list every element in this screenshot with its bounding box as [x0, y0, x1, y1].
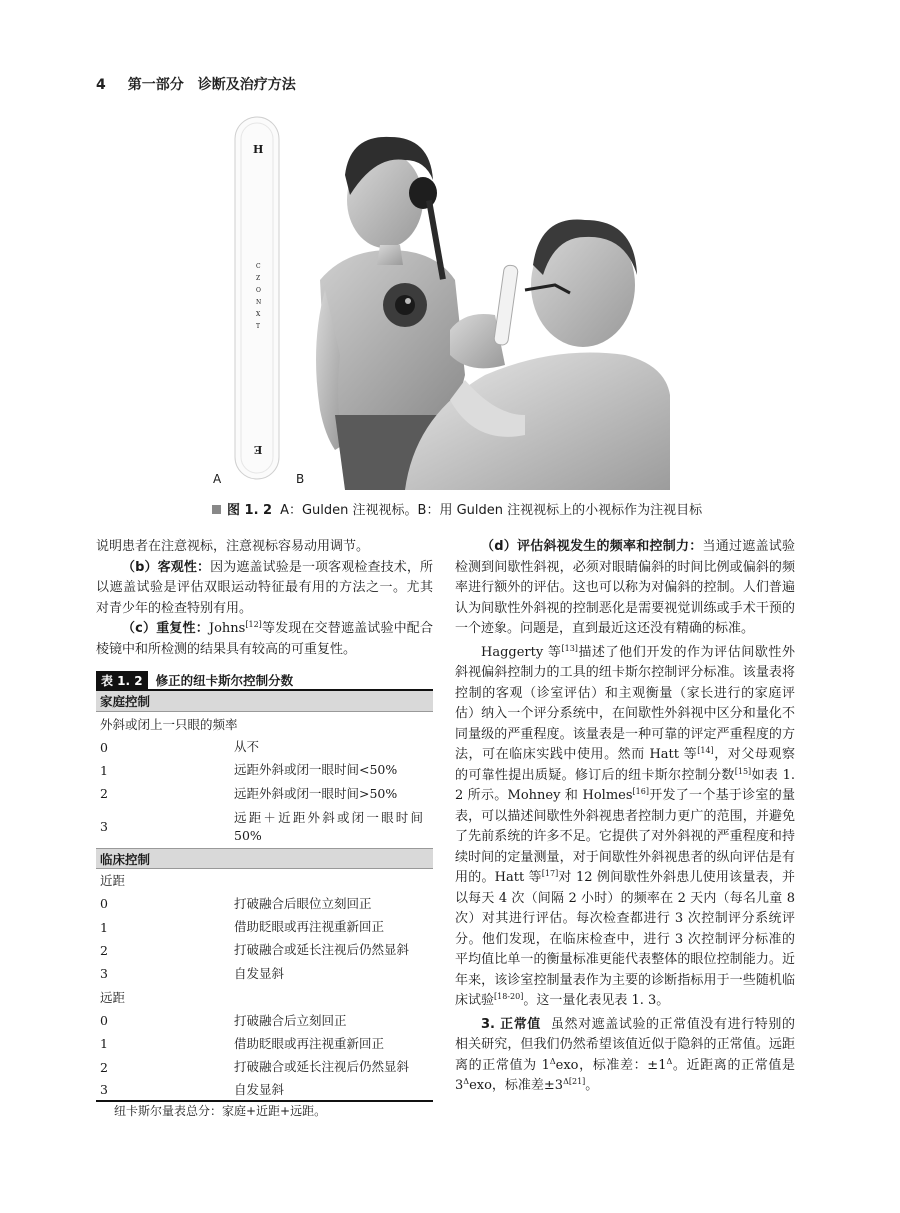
right-column — [455, 537, 795, 1097]
description: 打破融合或延长注视后仍然显斜 — [234, 942, 410, 958]
description: 自发显斜 — [234, 1081, 285, 1097]
caption-text: A：Gulden 注视视标。B：用 Gulden 注视视标上的小视标作为注视目标 — [280, 503, 703, 518]
score: 0 — [100, 739, 108, 755]
score: 2 — [100, 786, 108, 802]
table-row — [96, 712, 433, 735]
score: 1 — [100, 1036, 108, 1052]
table-row — [96, 892, 433, 915]
table-title-bar — [96, 671, 433, 691]
score: 1 — [100, 762, 108, 778]
page-number: 4 — [96, 77, 106, 93]
table-row — [96, 962, 433, 985]
description: 自发显斜 — [234, 965, 285, 981]
description: 远距外斜或闭一眼时间<50% — [234, 762, 398, 778]
table-row — [96, 939, 433, 962]
table-number: 表 1. 2 — [96, 671, 148, 690]
paragraph-text: Haggerty 等 — [481, 644, 562, 660]
table-row — [96, 1032, 433, 1055]
chart-letter: C — [256, 263, 261, 270]
table-section-home: 家庭控制 — [96, 691, 433, 712]
paragraph-text: 对 12 例间歇性外斜患儿使用该量表，并以每天 4 次（间隔 2 小时）的频率在 2 天内（每名儿童 8 次）对其进行评估。每次检查都进行 3 次控制评分系统评分。他们发现，在临床检查中，进行 3 次控制评分标准的平均值比单一的衡量标准更能代表整体的眼位控制能力。近年来，该诊室控制量表作为主要的诊断指标用于一些随机临床试验 — [455, 870, 795, 1008]
paragraph-text: 虽然对遮盖试验的正常值没有进行特别的相关研究，但我们仍然希望该值近似于隐斜的正常值。远距离的正常值为 1 — [455, 1016, 795, 1073]
description: 从不 — [234, 739, 260, 755]
running-header — [96, 74, 296, 94]
table-row — [96, 986, 433, 1009]
left-column — [96, 537, 433, 660]
paragraph-text: ，对父母观察的可靠性提出质疑。修订后的纽卡斯尔控制分数 — [455, 747, 795, 783]
table-row — [96, 1009, 433, 1032]
citation: [13] — [561, 643, 578, 653]
paragraph-text: exo，标准差±3 — [469, 1078, 564, 1093]
paragraph — [96, 558, 433, 620]
table-footnote: 纽卡斯尔量表总分：家庭+近距+远距。 — [114, 1104, 327, 1118]
table-row — [96, 1079, 433, 1102]
paragraph — [455, 537, 795, 640]
figure-caption — [212, 499, 702, 518]
figure-image — [225, 115, 670, 490]
paragraph-text: 如表 1. 2 所示。Mohney 和 Holmes — [455, 767, 795, 803]
score: 3 — [100, 966, 108, 982]
chart-letter: Z — [256, 275, 261, 282]
chart-letter: X — [256, 311, 261, 318]
citation: [16] — [632, 787, 649, 796]
chart-letter-top: H — [253, 143, 264, 156]
figure-label-b: B — [296, 472, 305, 486]
paragraph-text: exo，标准差：±1 — [555, 1057, 667, 1073]
description: 借助眨眼或再注视重新回正 — [234, 919, 385, 935]
table-subheading: 近距 — [100, 873, 126, 889]
paragraph-label: （b）客观性： — [122, 559, 211, 575]
citation: [14] — [697, 746, 714, 755]
caption-square-icon — [212, 505, 221, 514]
citation: [17] — [541, 869, 559, 878]
score: 0 — [100, 896, 108, 912]
table-title: 修正的纽卡斯尔控制分数 — [155, 673, 294, 688]
chart-letter: O — [256, 287, 261, 294]
citation: [12] — [245, 620, 262, 629]
paragraph-text: 。 — [585, 1078, 599, 1093]
table-section-clinic: 临床控制 — [96, 848, 433, 869]
table-subheading: 外斜或闭上一只眼的频率 — [100, 716, 238, 732]
paragraph-label: （d）评估斜视发生的频率和控制力： — [481, 539, 703, 554]
citation: [18-20] — [494, 992, 524, 1001]
superscript: Δ[21] — [563, 1077, 586, 1086]
score: 1 — [100, 919, 108, 935]
paragraph-text: 当通过遮盖试验检测到间歇性斜视，必须对眼睛偏斜的时间比例或偏斜的频率进行额外的评估。这也可以称为对偏斜的控制。人们普遍认为间歇性外斜视的控制恶化是需要视觉训练或手术干预的一个迹象。问题是，直到最近这还没有精确的标准。 — [455, 539, 795, 636]
paragraph-text: 因为遮盖试验是一项客观检查技术，所以遮盖试验是评估双眼运动特征最有用的方法之一。尤其对青少年的检查特别有用。 — [96, 559, 433, 616]
score: 2 — [100, 1059, 108, 1075]
figure-photo-illustration — [225, 115, 670, 490]
section-title: 第一部分 诊断及治疗方法 — [127, 77, 296, 93]
table-row — [96, 915, 433, 938]
table-row — [96, 782, 433, 805]
paragraph — [455, 1015, 795, 1097]
table-row — [96, 869, 433, 892]
paragraph: 说明患者在注意视标，注意视标容易动用调节。 — [96, 539, 370, 554]
citation: [15] — [734, 766, 752, 776]
description: 打破融合或延长注视后仍然显斜 — [234, 1059, 410, 1075]
table-row — [96, 759, 433, 782]
description: 远距外斜或闭一眼时间>50% — [234, 785, 398, 801]
paragraph-text: 。近距离的正常值是 3 — [455, 1057, 795, 1093]
superscript: Δ — [666, 1056, 673, 1066]
paragraph-text: 开发了一个基于诊室的量表，可以描述间歇性外斜视患者控制力更广的范围，并避免了先前系统的许多不足。它提供了对外斜视的严重程度和持续时间的定量测量，对于间歇性外斜视患者的纵向评估是有用的。Hatt 等 — [455, 788, 795, 885]
chart-letter: T — [256, 323, 261, 330]
description: 打破融合后眼位立刻回正 — [234, 895, 372, 911]
paragraph — [455, 643, 795, 1012]
paragraph-label: （c）重复性： — [122, 621, 209, 636]
chart-letter: N — [256, 299, 262, 306]
paragraph-label: 3. 正常值 — [481, 1016, 541, 1032]
score: 3 — [100, 819, 108, 835]
paragraph-text: 。这一量化表见表 1. 3。 — [523, 993, 670, 1008]
table-row — [96, 806, 433, 848]
paragraph-text: 等发现在交替遮盖试验中配合棱镜中和所检测的结果具有较高的可重复性。 — [96, 621, 433, 657]
score: 3 — [100, 1082, 108, 1098]
chart-letter-bottom: E — [254, 443, 263, 456]
table-subheading: 远距 — [100, 990, 126, 1006]
description: 远距＋近距外斜或闭一眼时间 50% — [234, 809, 423, 843]
description: 打破融合后立刻回正 — [234, 1012, 347, 1028]
description: 借助眨眼或再注视重新回正 — [234, 1035, 385, 1051]
score: 0 — [100, 1013, 108, 1029]
table-row — [96, 1056, 433, 1079]
table-row — [96, 735, 433, 758]
figure-label-a: A — [213, 472, 222, 486]
chart-letters-middle — [256, 261, 261, 333]
table-newcastle-control — [96, 671, 433, 1102]
paragraph — [96, 619, 433, 660]
superscript: Δ — [549, 1056, 556, 1066]
score: 2 — [100, 942, 108, 958]
superscript: Δ — [463, 1077, 470, 1086]
caption-number: 图 1. 2 — [227, 503, 273, 518]
paragraph-text: Johns — [208, 621, 246, 636]
paragraph-text: 描述了他们开发的作为评估间歇性外斜视偏斜控制力的工具的纽卡斯尔控制评分标准。该量表将控制的客观（诊室评估）和主观衡量（家长进行的家庭评估）纳入一个评分系统中，在间歇性外斜视中区分和量化不同量级的严重程度。该量表是一种可靠的评定严重程度的方法，可在临床实践中使用。然而 Hatt 等 — [455, 644, 795, 762]
